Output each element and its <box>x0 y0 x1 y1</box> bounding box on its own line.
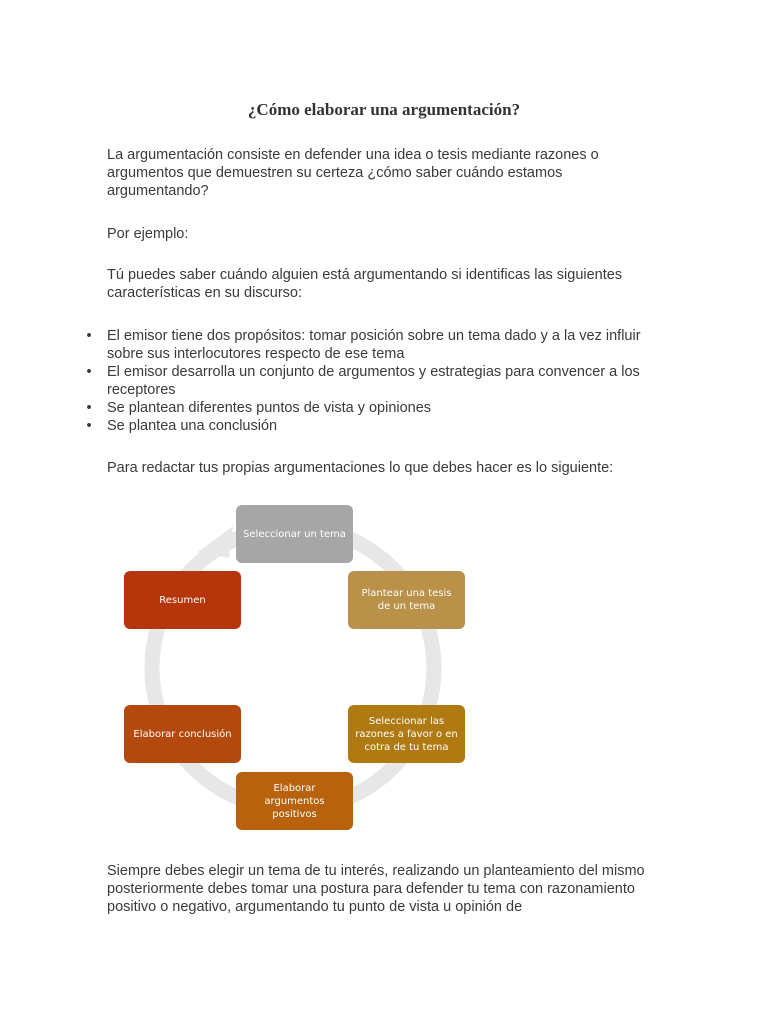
cycle-step: Elaborar conclusión <box>124 705 241 763</box>
page-title: ¿Cómo elaborar una argumentación? <box>247 100 521 119</box>
steps-intro-paragraph: Para redactar tus propias argumentaciones lo que debes hacer es lo siguiente: <box>107 460 614 476</box>
closing-paragraph: Siempre debes elegir un tema de tu interés, realizando un planteamiento del mismo posteriormente debes tomar una postura para defender tu tema con razonamiento positivo o negativo, argumentando tu punto de vista u opinión de <box>107 863 645 915</box>
characteristics-list <box>84 327 654 435</box>
identify-paragraph: Tú puedes saber cuándo alguien está argumentando si identificas las siguientes características en su discurso: <box>107 267 623 301</box>
bullet-icon: • <box>86 400 92 416</box>
cycle-diagram <box>120 500 470 835</box>
example-label: Por ejemplo: <box>107 226 189 242</box>
cycle-step: Elaborar argumentos positivos <box>236 772 353 830</box>
bullet-icon: • <box>86 328 92 344</box>
bullet-icon: • <box>86 364 92 380</box>
cycle-step: Plantear una tesis de un tema <box>348 571 465 629</box>
list-item: • El emisor desarrolla un conjunto de argumentos y estrategias para convencer a los receptores <box>84 363 654 399</box>
list-item: • Se plantea una conclusión <box>84 417 654 435</box>
cycle-step: Seleccionar un tema <box>236 505 353 563</box>
cycle-ring-circle <box>152 527 434 809</box>
cycle-step: Seleccionar las razones a favor o en cotra de tu tema <box>348 705 465 763</box>
cycle-step: Resumen <box>124 571 241 629</box>
list-item: • El emisor tiene dos propósitos: tomar posición sobre un tema dado y a la vez influir sobre sus interlocutores respecto de ese tema <box>84 327 654 363</box>
intro-paragraph: La argumentación consiste en defender una idea o tesis mediante razones o argumentos que demuestren su certeza ¿cómo saber cuándo estamos argumentando? <box>107 147 599 199</box>
list-item: • Se plantean diferentes puntos de vista y opiniones <box>84 399 654 417</box>
bullet-icon: • <box>86 418 92 434</box>
